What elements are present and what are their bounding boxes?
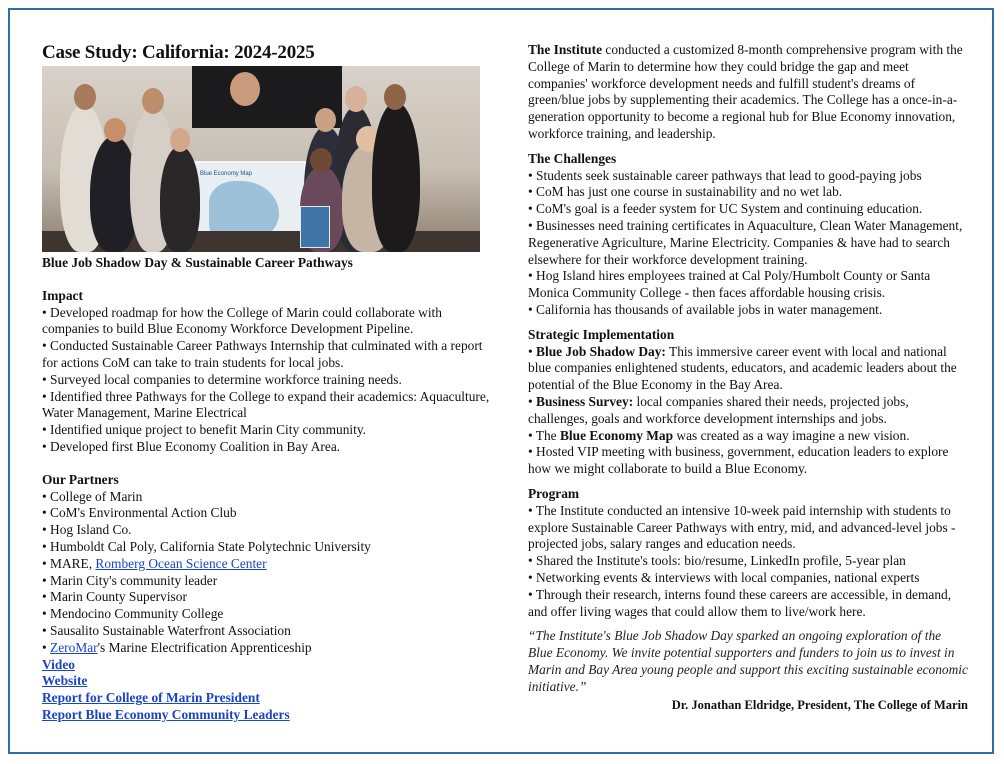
photo-caption: Blue Job Shadow Day & Sustainable Career Pathways — [42, 255, 353, 270]
list-item: • Mendocino Community College — [42, 606, 224, 622]
report-president-link[interactable]: Report for College of Marin President — [42, 690, 260, 706]
strategic-heading: Strategic Implementation — [528, 326, 675, 342]
list-item: • Surveyed local companies to determine workforce training needs. — [42, 371, 402, 387]
list-item: • Identified three Pathways for the College to expand their academics: Aquaculture, Water Management, Marine Electrical — [42, 388, 490, 421]
list-item: • College of Marin — [42, 488, 143, 504]
list-item: • California has thousands of available jobs in water management. — [528, 301, 883, 317]
list-item: • CoM has just one course in sustainability and no wet lab. — [528, 184, 843, 200]
list-item: • ZeroMar's Marine Electrification Apprenticeship — [42, 639, 312, 655]
challenges-list — [528, 168, 968, 319]
list-item: • The Institute conducted an intensive 10-week paid internship with students to explore Sustainable Career Pathways with entry, mid, and advanced-level jobs - projected jobs, salary ranges and education needs. — [528, 502, 956, 552]
video-link[interactable]: Video — [42, 656, 75, 672]
website-link[interactable]: Website — [42, 673, 88, 689]
program-heading: Program — [528, 485, 580, 501]
zeromar-link[interactable]: ZeroMar — [50, 639, 98, 655]
list-item: • Marin City's community leader — [42, 572, 218, 588]
list-item: • Developed roadmap for how the College of Marin could collaborate with companies to build Blue Economy Workforce Development Pipeline. — [42, 304, 442, 337]
list-item: • Networking events & interviews with local companies, national experts — [528, 569, 920, 585]
list-item: • The Blue Economy Map was created as a way imagine a new vision. — [528, 427, 910, 443]
quote-signature: Dr. Jonathan Eldridge, President, The College of Marin — [671, 698, 968, 713]
report-leaders-link[interactable]: Report Blue Economy Community Leaders — [42, 706, 290, 722]
list-item: • MARE, Romberg Ocean Science Center — [42, 555, 267, 571]
page-title: Case Study: California: 2024-2025 — [42, 42, 315, 63]
right-column — [528, 42, 968, 714]
list-item: • Business Survey: local companies shared their needs, projected jobs, challenges, goals and workforce development internships and jobs. — [528, 393, 909, 426]
partners-list — [42, 489, 492, 657]
screen-face — [230, 72, 260, 106]
list-item: • Businesses need training certificates in Aquaculture, Clean Water Management, Regenerative Agriculture, Marine Electricity. Companies & have had to search elsewhere for their workforce development training. — [528, 217, 963, 267]
impact-list — [42, 305, 492, 456]
blue-economy-map: Blue Economy Map — [192, 161, 306, 252]
strategic-list — [528, 344, 968, 478]
list-item: • Marin County Supervisor — [42, 589, 187, 605]
list-item: • Hog Island hires employees trained at Cal Poly/Humbolt County or Santa Monica Community College - then faces affordable housing crisis. — [528, 268, 931, 301]
book — [300, 206, 330, 248]
person — [160, 146, 200, 252]
person — [372, 102, 420, 252]
list-item: • Sausalito Sustainable Waterfront Association — [42, 622, 291, 638]
impact-heading: Impact — [42, 287, 83, 303]
list-item: • Through their research, interns found these careers are accessible, in demand, and offer living wages that could allow them to live/work here. — [528, 586, 952, 619]
list-item: • Humboldt Cal Poly, California State Polytechnic University — [42, 538, 371, 554]
intro-paragraph: The Institute conducted a customized 8-month comprehensive program with the College of Marin to determine how they could bridge the gap and meet companies' workforce development needs and fulfill student's dreams of green/blue jobs by supplementing their academics. The College has a once-in-a-generation opportunity to become a regional hub for Blue Economy innovation, workforce training, and leadership. — [528, 42, 963, 141]
left-column — [42, 42, 492, 724]
program-list — [528, 503, 968, 621]
challenges-heading: The Challenges — [528, 150, 617, 166]
list-item: • Conducted Sustainable Career Pathways Internship that culminated with a report for actions CoM can take to train students for local jobs. — [42, 338, 483, 370]
group-photo — [42, 66, 480, 252]
list-item: • CoM's goal is a feeder system for UC System and continuing education. — [528, 201, 923, 217]
partners-heading: Our Partners — [42, 471, 119, 487]
testimonial-quote: “The Institute's Blue Job Shadow Day sparked an ongoing exploration of the Blue Economy. We invite potential supporters and funders to join us to invest in Marin and Bay Area young people and support this exciting sustainable economic initiative.” — [528, 628, 968, 694]
list-item: • Shared the Institute's tools: bio/resume, LinkedIn profile, 5-year plan — [528, 553, 906, 569]
list-item: • CoM's Environmental Action Club — [42, 505, 237, 521]
list-item: • Identified unique project to benefit Marin City community. — [42, 422, 367, 438]
list-item: • Hog Island Co. — [42, 522, 132, 538]
list-item: • Developed first Blue Economy Coalition in Bay Area. — [42, 438, 341, 454]
list-item: • Hosted VIP meeting with business, government, education leaders to explore how we might collaborate to build a Blue Economy. — [528, 444, 949, 477]
romberg-link[interactable]: Romberg Ocean Science Center — [95, 555, 267, 571]
list-item: • Students seek sustainable career pathways that lead to good-paying jobs — [528, 167, 922, 183]
list-item: • Blue Job Shadow Day: This immersive career event with local and national blue companies enlightened students, educators, and academic leaders about the potential of the Blue Economy in the Bay Area. — [528, 343, 957, 393]
